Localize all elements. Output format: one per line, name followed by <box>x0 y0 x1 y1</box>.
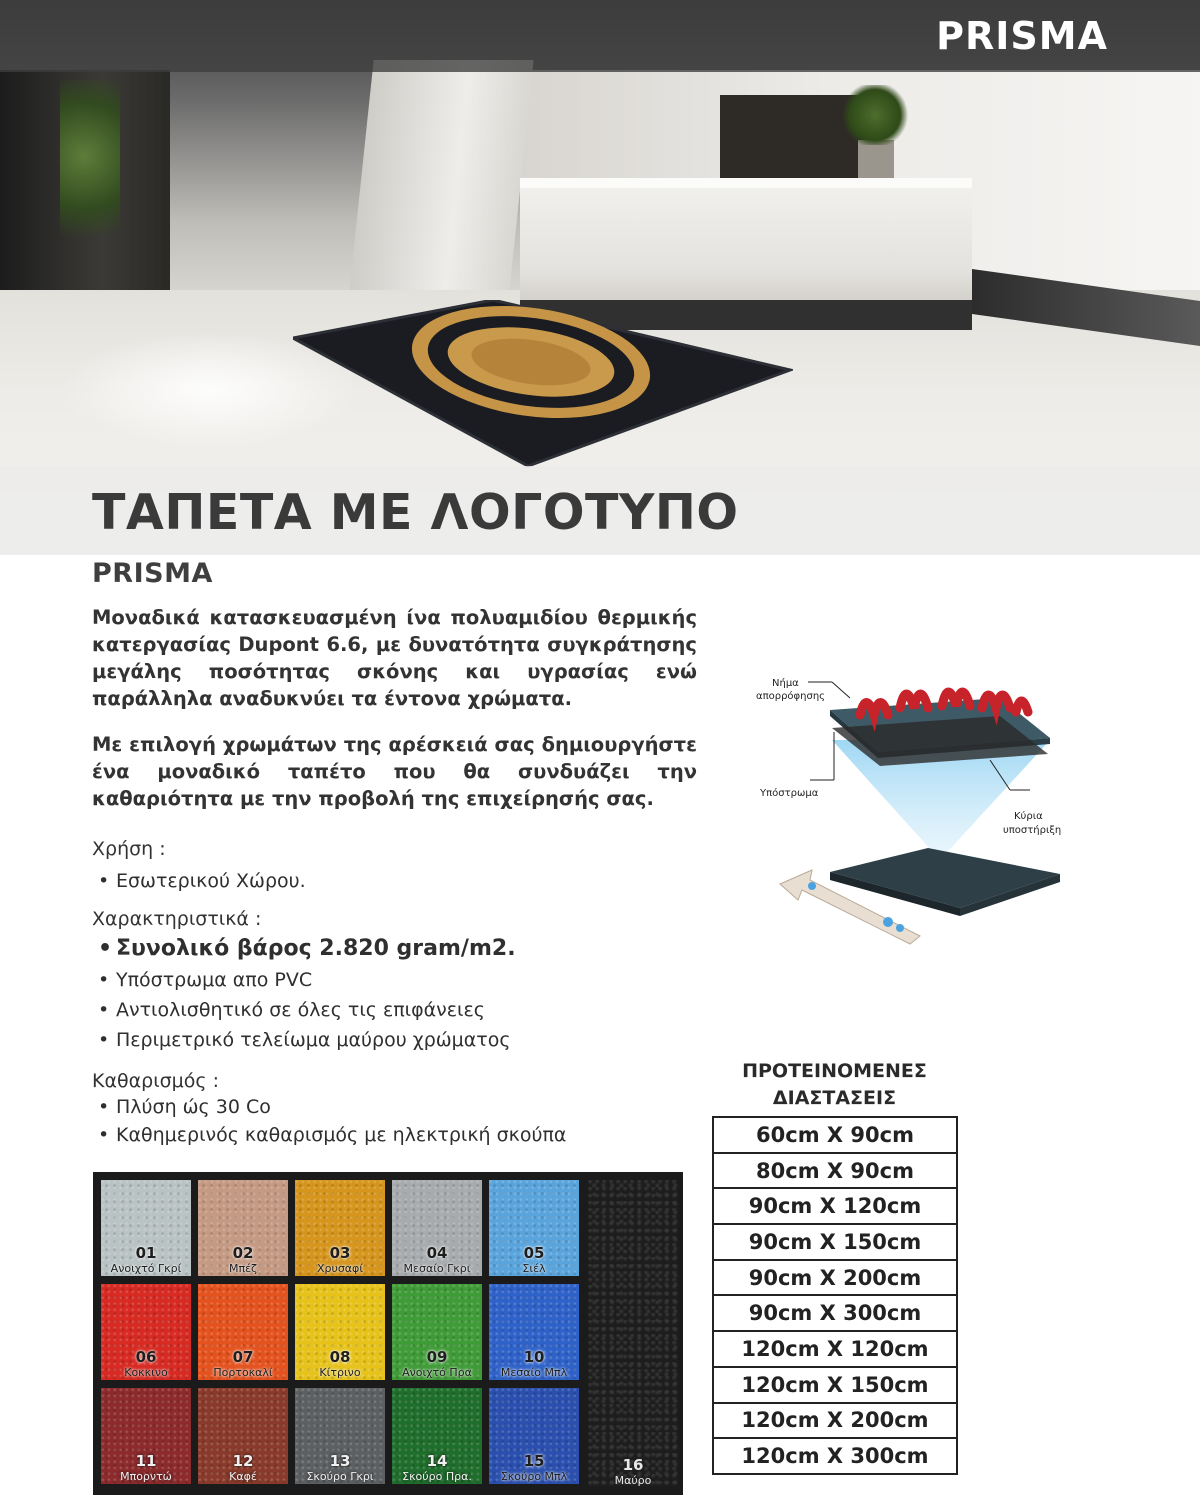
dimensions-table <box>712 1116 958 1475</box>
product-name: PRISMA <box>92 558 213 589</box>
table-row: 120cm X 150cm <box>714 1368 956 1404</box>
features-label: Χαρακτηριστικά : <box>92 908 262 930</box>
swatch-name: Σκούρο Πρα. <box>402 1470 472 1483</box>
swatch-name: Μπορντώ <box>120 1470 172 1483</box>
plant-left <box>60 80 120 270</box>
swatch-number: 08 <box>329 1348 351 1366</box>
swatch-12 <box>198 1388 288 1484</box>
swatch-number: 01 <box>135 1244 157 1262</box>
swatch-02 <box>198 1180 288 1276</box>
swatch-name: Μαύρο <box>614 1474 652 1487</box>
brand-logo-text: PRISMA <box>936 14 1108 58</box>
diagram-label-absorption: απορρόφησης <box>756 691 826 702</box>
swatch-name: Πορτοκαλί <box>213 1366 273 1379</box>
swatch-09 <box>392 1284 482 1380</box>
swatch-08 <box>295 1284 385 1380</box>
reception-counter <box>520 180 972 310</box>
swatch-number: 05 <box>523 1244 545 1262</box>
plant-foliage <box>840 85 910 145</box>
table-row: 120cm X 120cm <box>714 1332 956 1368</box>
swatch-number: 16 <box>622 1456 644 1474</box>
swatch-name: Καφέ <box>229 1470 257 1483</box>
swatch-number: 02 <box>232 1244 254 1262</box>
usage-label: Χρήση : <box>92 838 166 860</box>
swatch-name: Μεσαίο Γκρι <box>403 1262 471 1275</box>
list-item: • Συνολικό βάρος 2.820 gram/m2. <box>98 936 516 961</box>
features-list <box>98 933 516 1055</box>
swatch-number: 10 <box>523 1348 545 1366</box>
swatch-number: 15 <box>523 1452 545 1470</box>
swatch-name: Ανοιχτό Πρα <box>402 1366 472 1379</box>
swatch-number: 06 <box>135 1348 157 1366</box>
swatch-05 <box>489 1180 579 1276</box>
counter-top <box>520 178 972 188</box>
swatch-14 <box>392 1388 482 1484</box>
table-row: 80cm X 90cm <box>714 1154 956 1190</box>
dimensions-title-line-2: ΔΙΑΣΤΑΣΕΙΣ <box>772 1087 897 1109</box>
swatch-number: 09 <box>426 1348 448 1366</box>
dimensions-title-line-1: ΠΡΟΤΕΙΝΟΜΕΝΕΣ <box>742 1060 927 1082</box>
swatch-03 <box>295 1180 385 1276</box>
swatch-number: 14 <box>426 1452 448 1470</box>
cleaning-list <box>98 1093 566 1149</box>
swatch-10 <box>489 1284 579 1380</box>
swatch-01 <box>101 1180 191 1276</box>
swatch-name: Χρυσαφί <box>316 1262 364 1275</box>
swatch-name: Σιέλ <box>522 1262 546 1275</box>
list-item: • Αντιολισθητικό σε όλες τις επιφάνειες <box>98 999 485 1021</box>
swatch-number: 04 <box>426 1244 448 1262</box>
table-row: 90cm X 200cm <box>714 1261 956 1297</box>
table-row: 90cm X 150cm <box>714 1225 956 1261</box>
swatch-name: Κίτρινο <box>319 1366 361 1379</box>
table-row: 120cm X 200cm <box>714 1404 956 1440</box>
list-item: • Πλύση ώς 30 Co <box>98 1096 271 1118</box>
description-paragraph-2: Με επιλογή χρωμάτων της αρέσκειά σας δημιουργήστε ένα μοναδικό ταπέτο που θα συνδυάζει την καθαριότητα με την προβολή της επιχείρησής σας. <box>92 733 697 810</box>
list-item: • Υπόστρωμα απο PVC <box>98 969 313 991</box>
usage-list <box>98 866 306 896</box>
swatch-number: 11 <box>135 1452 157 1470</box>
swatch-name: Μεσαίο Μπλ <box>500 1366 568 1379</box>
logo-mat-image <box>293 300 793 470</box>
table-row: 90cm X 120cm <box>714 1189 956 1225</box>
table-row: 60cm X 90cm <box>714 1118 956 1154</box>
list-item: • Εσωτερικού Χώρου. <box>98 870 306 892</box>
swatch-name: Κοκκινο <box>124 1366 168 1379</box>
swatch-number: 03 <box>329 1244 351 1262</box>
cleaning-label: Καθαρισμός : <box>92 1070 219 1092</box>
swatch-07 <box>198 1284 288 1380</box>
swatch-name: Ανοιχτό Γκρί <box>110 1262 182 1275</box>
swatch-16 <box>588 1180 678 1487</box>
swatch-number: 12 <box>232 1452 254 1470</box>
color-swatches <box>93 1172 683 1495</box>
plant-pot <box>858 140 894 178</box>
swatch-04 <box>392 1180 482 1276</box>
diagram-label-yarn: Νήμα <box>772 678 799 689</box>
table-row: 90cm X 300cm <box>714 1296 956 1332</box>
swatch-13 <box>295 1388 385 1484</box>
diagram-label-support: υποστήριξη <box>1003 825 1062 836</box>
list-item: • Καθημερινός καθαρισμός με ηλεκτρική σκούπα <box>98 1124 567 1146</box>
swatch-11 <box>101 1388 191 1484</box>
table-row: 120cm X 300cm <box>741 1444 929 1469</box>
swatch-number: 07 <box>232 1348 254 1366</box>
marble-pillar <box>346 60 533 320</box>
swatch-06 <box>101 1284 191 1380</box>
dimensions-title <box>712 1058 957 1112</box>
swatch-name: Σκούρο Μπλ <box>500 1470 568 1483</box>
layers-diagram <box>750 660 1080 950</box>
swatch-number: 13 <box>329 1452 351 1470</box>
diagram-label-main: Κύρια <box>1014 811 1043 822</box>
swatch-name: Σκούρο Γκρι <box>306 1470 374 1483</box>
description-paragraph-1: Μοναδικά κατασκευασμένη ίνα πολυαμιδίου θερμικής κατεργασίας Dupont 6.6, με δυνατότητα συγκράτησης μεγάλης ποσότητας σκόνης και υγρασίας ενώ παράλληλα αναδυκνύει τα έντονα χρώματα. <box>92 606 697 710</box>
diagram-label-backing: Υπόστρωμα <box>760 788 819 799</box>
swatch-15 <box>489 1388 579 1484</box>
list-item: • Περιμετρικό τελείωμα μαύρου χρώματος <box>98 1029 511 1051</box>
page-title: ΤΑΠΕΤΑ ΜΕ ΛΟΓΟΤΥΠΟ <box>92 484 739 541</box>
swatch-name: Μπέζ <box>228 1262 258 1275</box>
